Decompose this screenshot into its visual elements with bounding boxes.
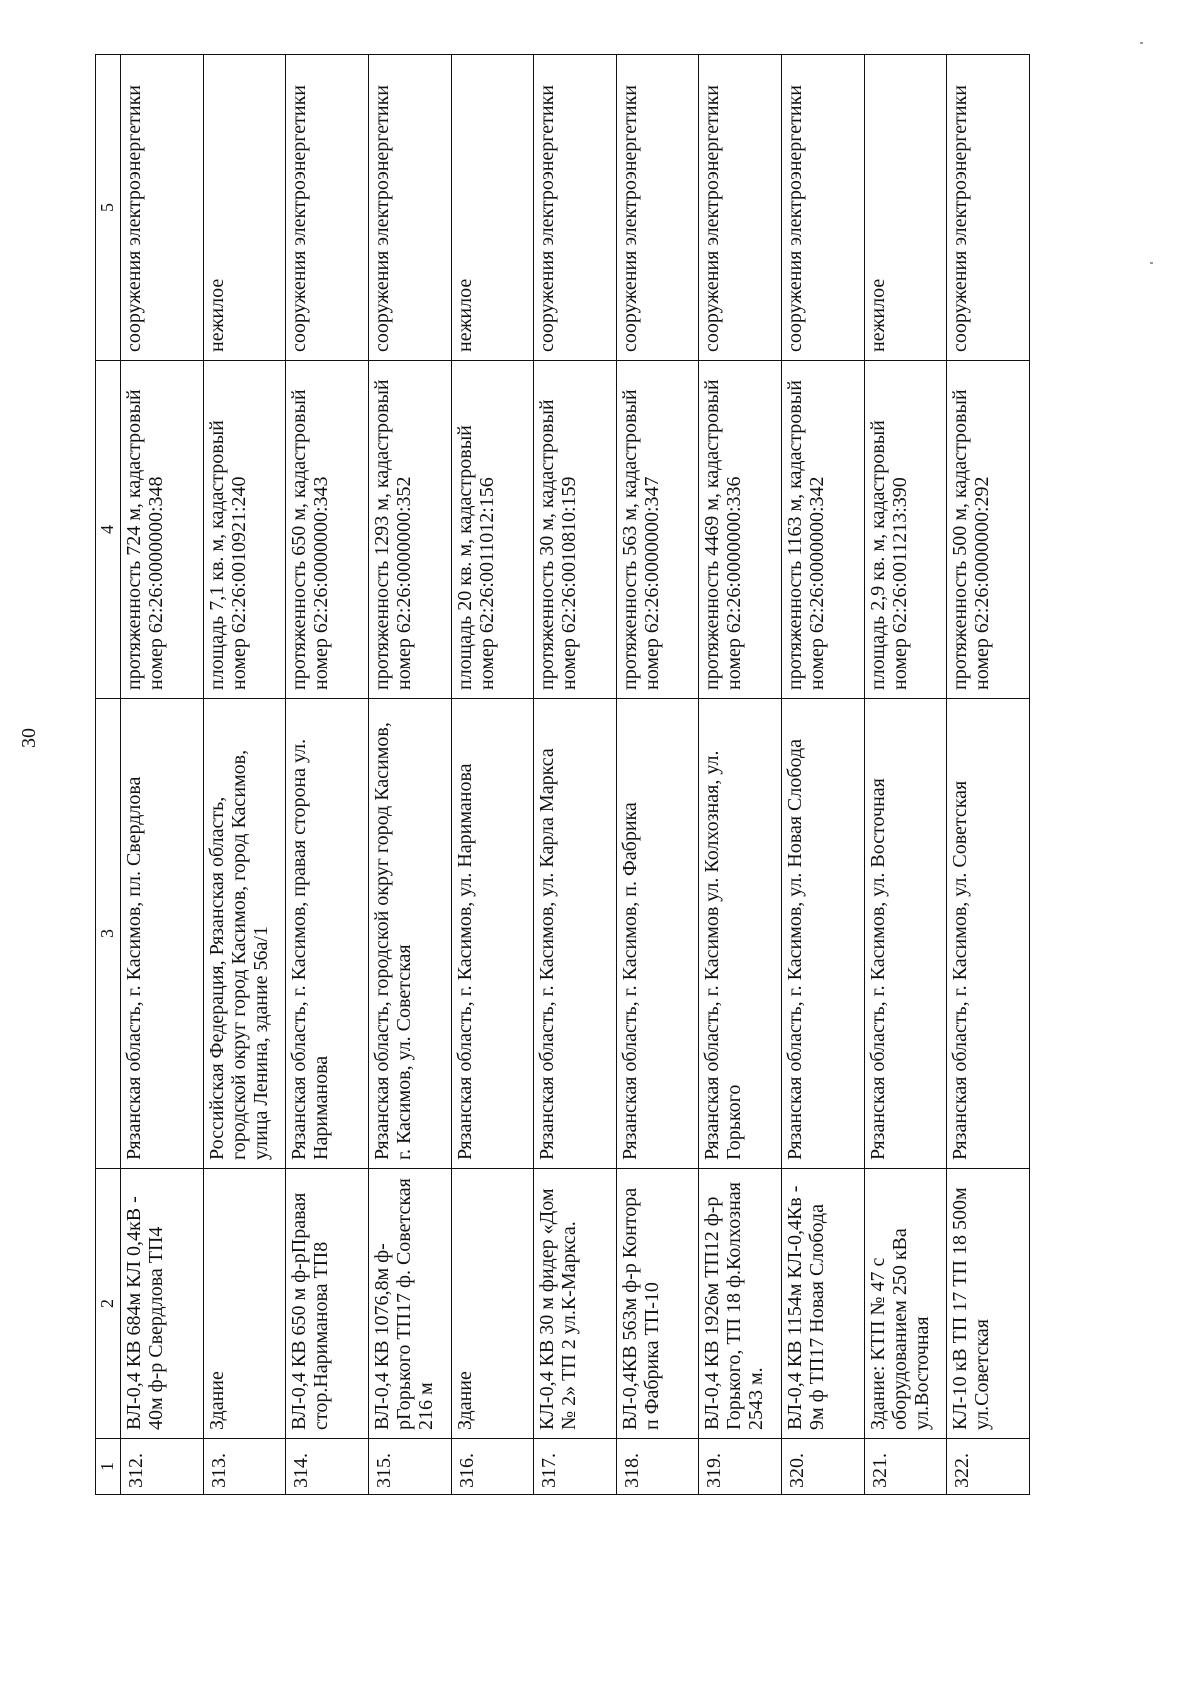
object-name: ВЛ-0,4 КВ 650 м ф-рПравая стор.Нариманова ТП8 bbox=[286, 1169, 369, 1439]
object-name: ВЛ-0,4 КВ 1154м КЛ-0,4Кв - 9м ф ТП17 Новая Слобода bbox=[782, 1169, 865, 1439]
object-address: Рязанская область, городской округ город Касимов, г. Касимов, ул. Советская bbox=[368, 699, 451, 1169]
page-number: 30 bbox=[18, 728, 40, 748]
object-address: Российская Федерация, Рязанская область, городской округ город Касимов, город Касимов, улица Ленина, здание 56а/1 bbox=[203, 699, 286, 1169]
object-name: Здание bbox=[203, 1169, 286, 1439]
object-purpose: сооружения электроэнергетики bbox=[947, 55, 1030, 361]
object-characteristics: протяженность 500 м, кадастровый номер 62:26:0000000:292 bbox=[947, 361, 1030, 699]
object-address: Рязанская область, г. Касимов, ул. Нариманова bbox=[451, 699, 534, 1169]
object-name: КЛ-10 кВ ТП 17 ТП 18 500м ул.Советская bbox=[947, 1169, 1030, 1439]
column-header: 2 bbox=[96, 1169, 121, 1439]
row-number: 318. bbox=[616, 1439, 699, 1495]
table-row bbox=[368, 55, 451, 1495]
object-purpose: нежилое bbox=[203, 55, 286, 361]
object-address: Рязанская область, г. Касимов, п. Фабрика bbox=[616, 699, 699, 1169]
object-address: Рязанская область, г. Касимов, ул. Восточная bbox=[864, 699, 947, 1169]
object-characteristics: площадь 20 кв. м, кадастровый номер 62:26:0011012:156 bbox=[451, 361, 534, 699]
object-characteristics: протяженность 4469 м, кадастровый номер 62:26:0000000:336 bbox=[699, 361, 782, 699]
row-number: 322. bbox=[947, 1439, 1030, 1495]
rotated-page-content bbox=[95, 55, 1030, 1495]
object-characteristics: протяженность 1163 м, кадастровый номер 62:26:0000000:342 bbox=[782, 361, 865, 699]
table-row bbox=[451, 55, 534, 1495]
object-characteristics: протяженность 30 м, кадастровый номер 62:26:0010810:159 bbox=[534, 361, 617, 699]
object-name: КЛ-0,4 КВ 30 м фидер «Дом № 2» ТП 2 ул.К-Маркса. bbox=[534, 1169, 617, 1439]
row-number: 320. bbox=[782, 1439, 865, 1495]
object-address: Рязанская область, г. Касимов, ул. Карла Маркса bbox=[534, 699, 617, 1169]
object-address: Рязанская область, г. Касимов, пл. Свердлова bbox=[121, 699, 204, 1169]
object-name: ВЛ-0,4 КВ 1926м ТП12 ф-р Горького, ТП 18 ф.Колхозная 2543 м. bbox=[699, 1169, 782, 1439]
table-row bbox=[286, 55, 369, 1495]
object-purpose: нежилое bbox=[451, 55, 534, 361]
row-number: 313. bbox=[203, 1439, 286, 1495]
object-address: Рязанская область, г. Касимов, ул. Новая Слобода bbox=[782, 699, 865, 1169]
column-header: 1 bbox=[96, 1439, 121, 1495]
object-name: ВЛ-0,4КВ 563м ф-р Контора п Фабрика ТП-10 bbox=[616, 1169, 699, 1439]
table-row bbox=[782, 55, 865, 1495]
object-purpose: сооружения электроэнергетики bbox=[699, 55, 782, 361]
object-purpose: сооружения электроэнергетики bbox=[534, 55, 617, 361]
object-characteristics: площадь 7,1 кв. м, кадастровый номер 62:26:0010921:240 bbox=[203, 361, 286, 699]
table-row bbox=[534, 55, 617, 1495]
row-number: 321. bbox=[864, 1439, 947, 1495]
column-header: 4 bbox=[96, 361, 121, 699]
object-characteristics: протяженность 650 м, кадастровый номер 62:26:0000000:343 bbox=[286, 361, 369, 699]
row-number: 315. bbox=[368, 1439, 451, 1495]
object-characteristics: площадь 2,9 кв. м, кадастровый номер 62:26:0011213:390 bbox=[864, 361, 947, 699]
column-header: 3 bbox=[96, 699, 121, 1169]
object-characteristics: протяженность 563 м, кадастровый номер 62:26:0000000:347 bbox=[616, 361, 699, 699]
scan-speck bbox=[1140, 42, 1143, 44]
object-purpose: сооружения электроэнергетики bbox=[368, 55, 451, 361]
table-row bbox=[203, 55, 286, 1495]
object-address: Рязанская область, г. Касимов ул. Колхозная, ул. Горького bbox=[699, 699, 782, 1169]
object-address: Рязанская область, г. Касимов, правая сторона ул. Нариманова bbox=[286, 699, 369, 1169]
row-number: 312. bbox=[121, 1439, 204, 1495]
row-number: 319. bbox=[699, 1439, 782, 1495]
table-row bbox=[699, 55, 782, 1495]
object-name: Здание: КТП № 47 с оборудованием 250 кВа ул.Восточная bbox=[864, 1169, 947, 1439]
table-header-row bbox=[96, 55, 121, 1495]
row-number: 314. bbox=[286, 1439, 369, 1495]
object-purpose: сооружения электроэнергетики bbox=[782, 55, 865, 361]
row-number: 317. bbox=[534, 1439, 617, 1495]
object-purpose: сооружения электроэнергетики bbox=[121, 55, 204, 361]
object-name: ВЛ-0,4 КВ 1076,8м ф-рГорького ТП17 ф. Советская 216 м bbox=[368, 1169, 451, 1439]
object-address: Рязанская область, г. Касимов, ул. Советская bbox=[947, 699, 1030, 1169]
table-row bbox=[616, 55, 699, 1495]
object-purpose: сооружения электроэнергетики bbox=[286, 55, 369, 361]
object-name: ВЛ-0,4 КВ 684м КЛ 0,4кВ - 40м ф-р Свердлова ТП4 bbox=[121, 1169, 204, 1439]
property-table bbox=[95, 54, 1030, 1495]
table-row bbox=[947, 55, 1030, 1495]
table-row bbox=[121, 55, 204, 1495]
column-header: 5 bbox=[96, 55, 121, 361]
object-characteristics: протяженность 1293 м, кадастровый номер 62:26:0000000:352 bbox=[368, 361, 451, 699]
object-characteristics: протяженность 724 м, кадастровый номер 62:26:0000000:348 bbox=[121, 361, 204, 699]
object-purpose: сооружения электроэнергетики bbox=[616, 55, 699, 361]
object-purpose: нежилое bbox=[864, 55, 947, 361]
row-number: 316. bbox=[451, 1439, 534, 1495]
scan-speck bbox=[1150, 262, 1153, 264]
table-row bbox=[864, 55, 947, 1495]
object-name: Здание bbox=[451, 1169, 534, 1439]
